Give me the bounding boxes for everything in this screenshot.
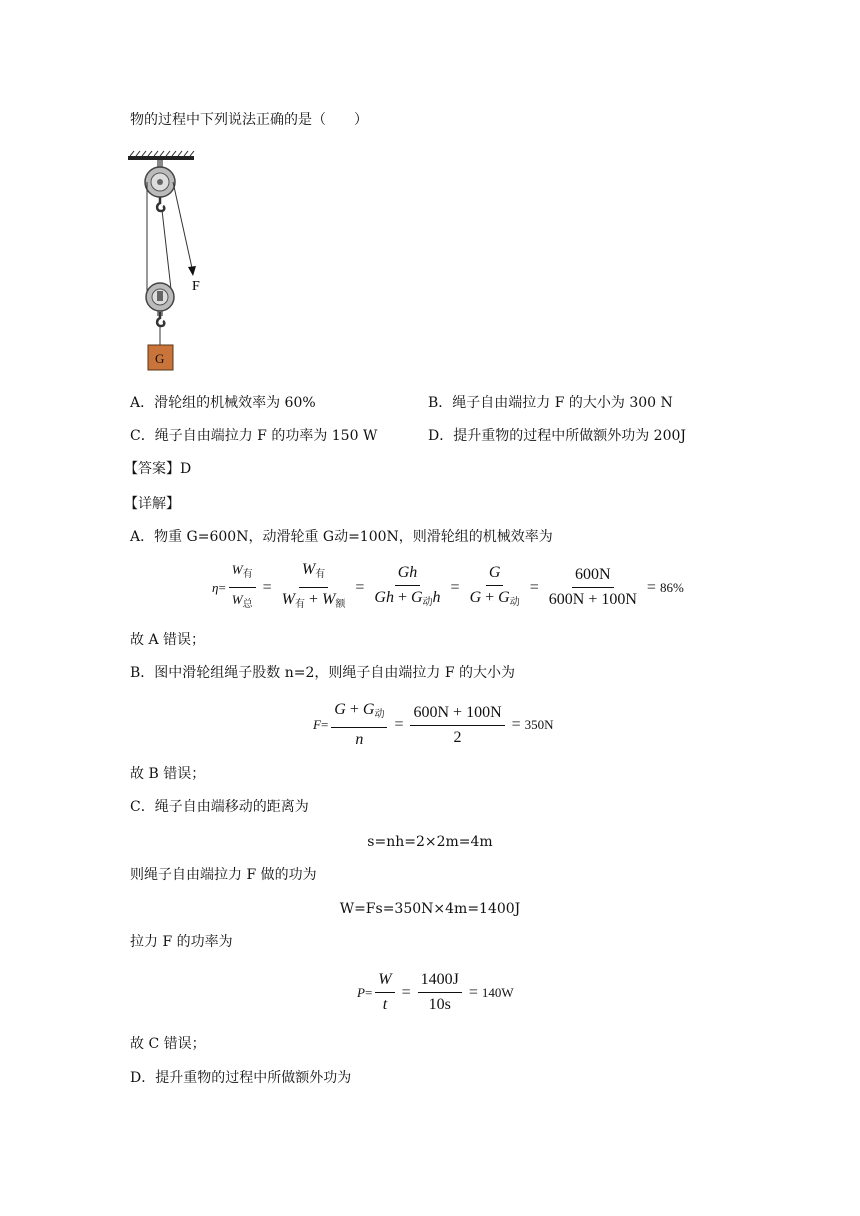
- part-a-conclusion: 故 A 错误；: [130, 632, 206, 648]
- power-result: 140W: [481, 984, 514, 1000]
- power-formula: P = $\frac{W}{t}$ = $\frac{1400J}{10s}$ = 140W: [357, 971, 514, 1013]
- force-result: 350N: [524, 717, 554, 732]
- work-equation: W=Fs=350N×4m=1400J: [339, 901, 521, 917]
- question-stem: 物的过程中下列说法正确的是（ ）: [130, 112, 368, 128]
- option-c: C．绳子自由端拉力 F 的功率为 150 W: [130, 428, 378, 444]
- option-d: D．提升重物的过程中所做额外功为 200J: [428, 428, 687, 444]
- explanation-heading: 【详解】: [124, 496, 180, 512]
- option-a: A．滑轮组的机械效率为 60%: [130, 395, 316, 411]
- pulley-system-figure: [126, 150, 216, 375]
- part-c-work-intro: 则绳子自由端拉力 F 做的功为: [130, 867, 317, 883]
- part-d-intro: D．提升重物的过程中所做额外功为: [130, 1070, 352, 1086]
- part-a-intro: A．物重 G=600N，动滑轮重 G动=100N，则滑轮组的机械效率为: [130, 529, 553, 545]
- answer-label: 【答案】D: [124, 461, 192, 477]
- efficiency-formula: η = $\frac{W_有}{W_总}$ = $\frac{W_有}{W_有 + W_额}$ = $\frac{Gh}{Gh + G_动h}$ = $\frac{G}{G + G_动}$ = $\frac{600N}{600N + 100N}$ = 86%: [212, 561, 684, 610]
- part-c-conclusion: 故 C 错误；: [130, 1036, 206, 1052]
- part-b-conclusion: 故 B 错误；: [130, 766, 206, 782]
- part-b-intro: B．图中滑轮组绳子股数 n=2，则绳子自由端拉力 F 的大小为: [130, 665, 516, 681]
- weight-label: G: [155, 351, 165, 366]
- option-b: B．绳子自由端拉力 F 的大小为 300 N: [428, 395, 673, 411]
- force-label: F: [192, 279, 200, 294]
- force-formula: F = $\frac{G + G_动}{n}$ = $\frac{600N + 100N}{2}$ = 350N: [313, 701, 554, 748]
- efficiency-result: 86%: [659, 579, 684, 595]
- distance-equation: s=nh=2×2m=4m: [367, 834, 493, 850]
- part-c-power-intro: 拉力 F 的功率为: [130, 934, 233, 950]
- part-c-intro: C．绳子自由端移动的距离为: [130, 799, 309, 815]
